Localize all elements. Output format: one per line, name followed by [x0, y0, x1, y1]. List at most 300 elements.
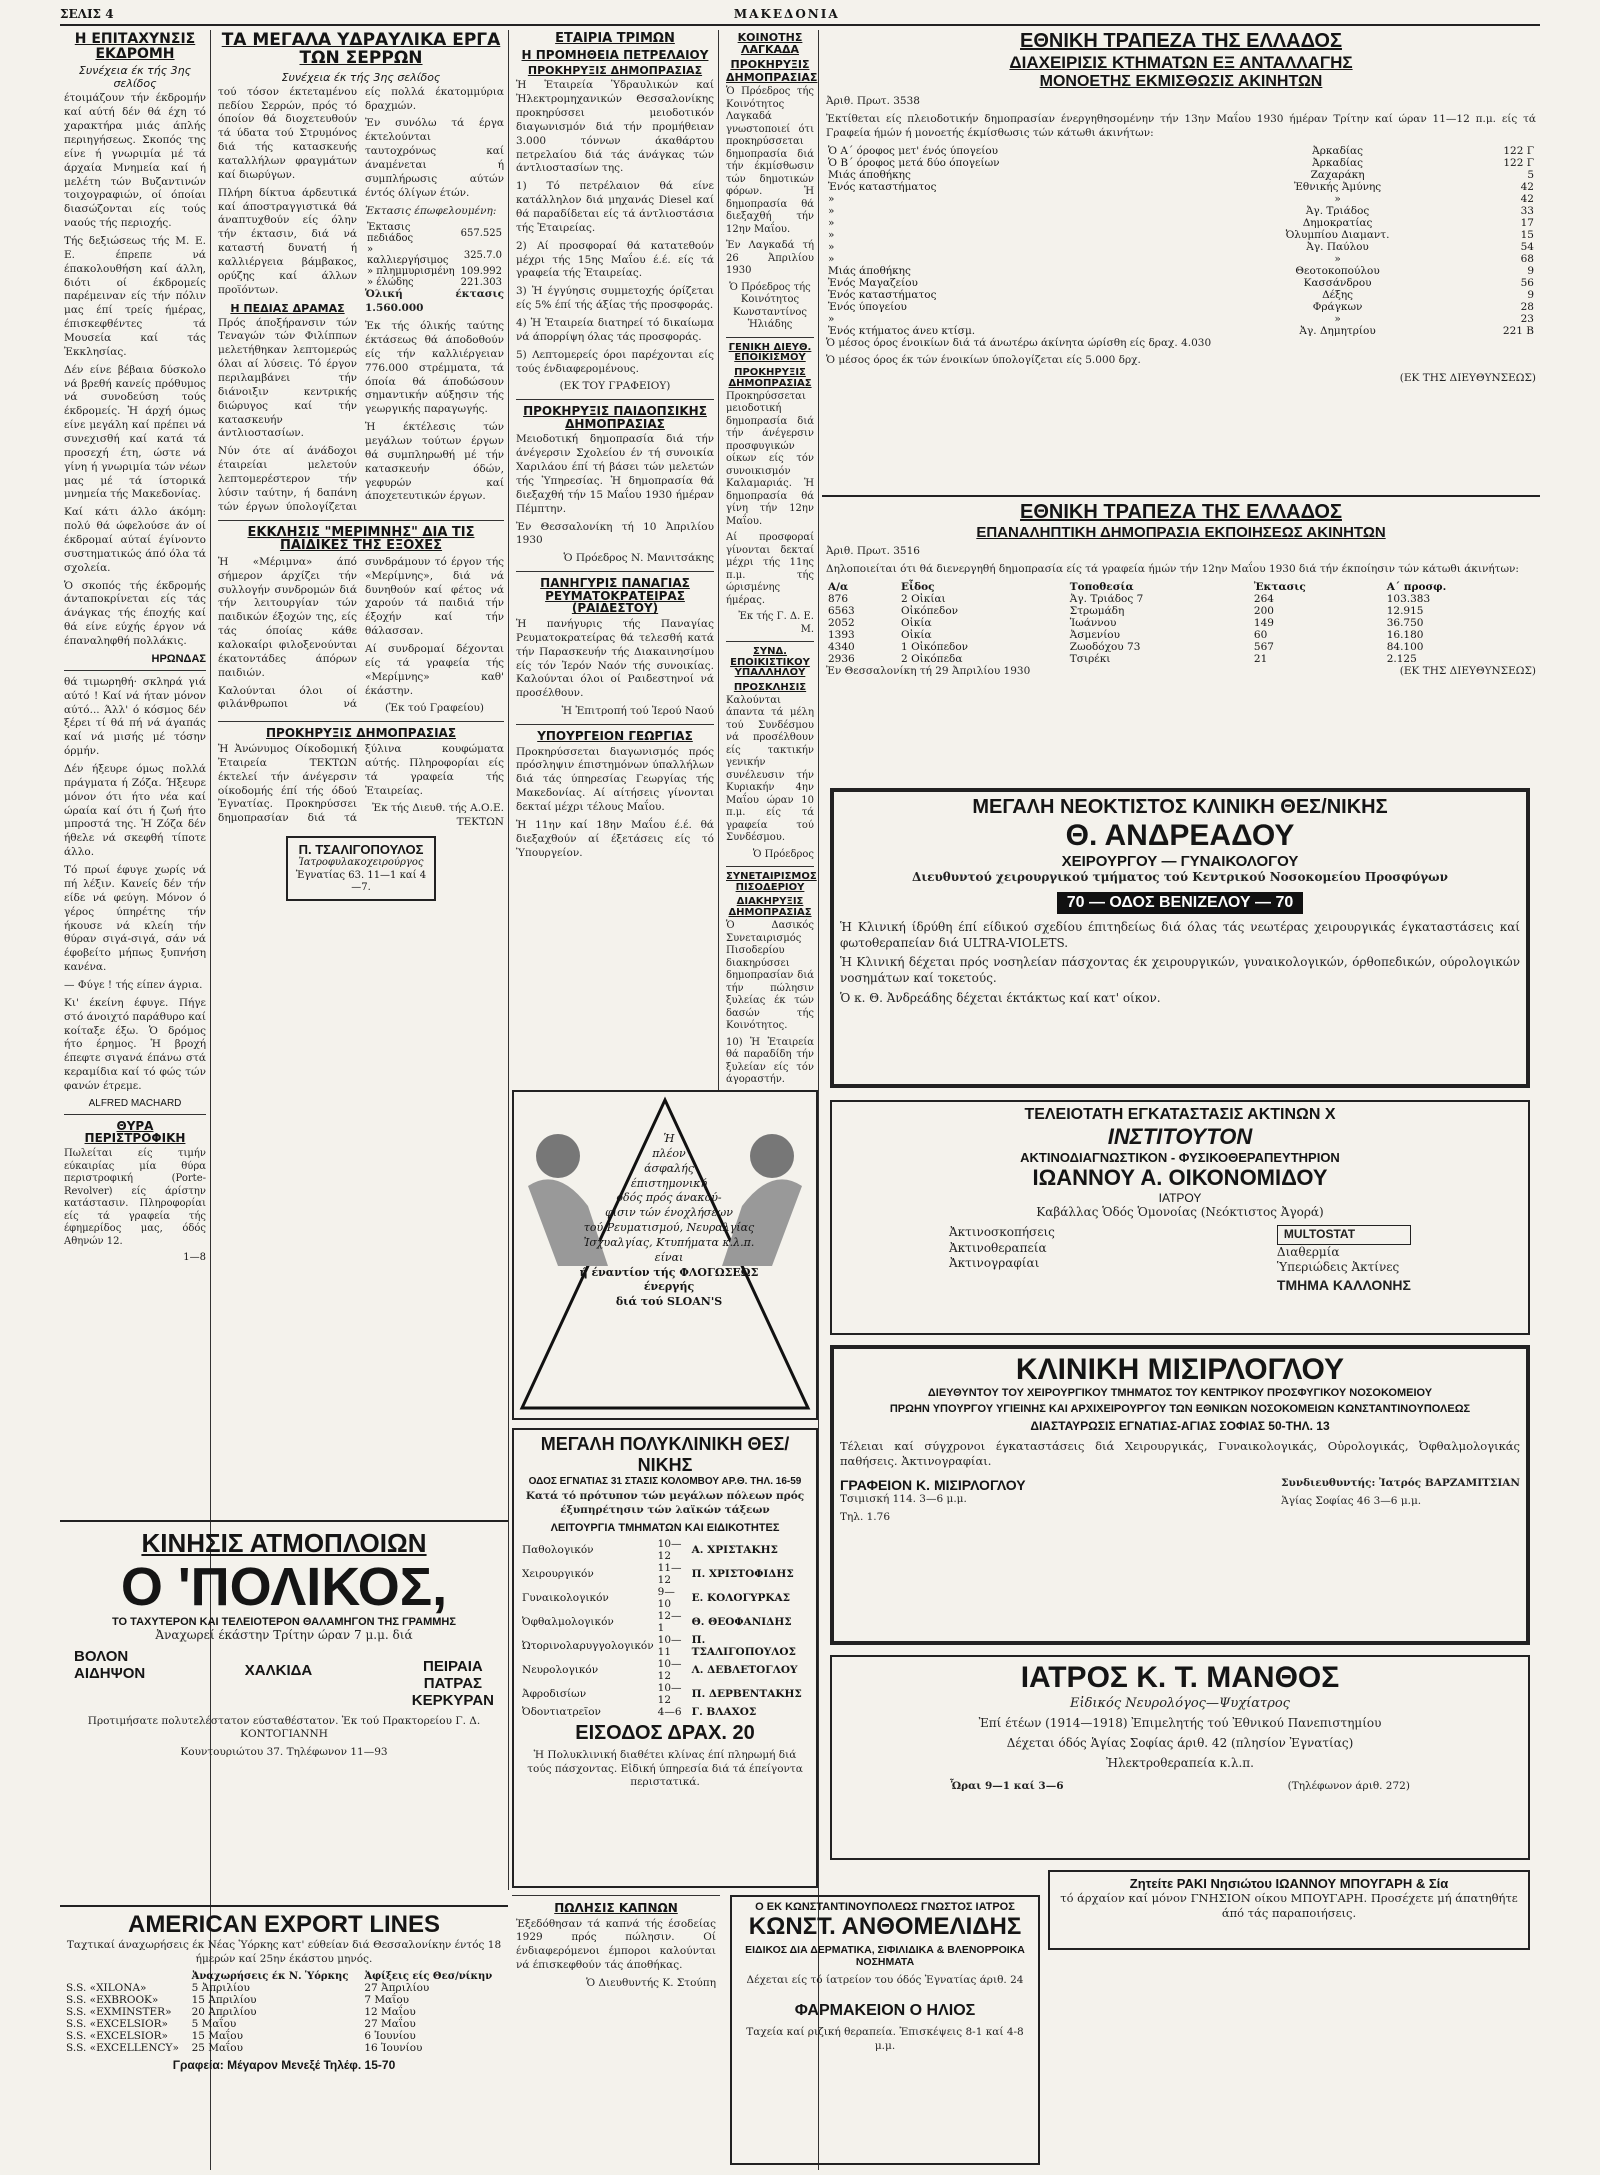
doctor-specialty: Εἰδικός Νευρολόγος—Ψυχίατρος [1070, 1696, 1290, 1711]
table-row [826, 617, 1536, 629]
continuation-note: Συνέχεια έκ τής 3ης σελίδος [78, 64, 192, 91]
row-label: » έλώδης [367, 277, 414, 289]
property-area: 149 [1253, 616, 1274, 629]
property-number: 23 [1520, 312, 1534, 325]
sailing-date: 15 Μαΐου [191, 2029, 243, 2042]
signature: Ὁ Διευθυντής Κ. Στούπη [586, 1977, 716, 1990]
article-title: ΠΩΛΗΣΙΣ ΚΑΠΝΩΝ [554, 1901, 678, 1915]
column-rule [818, 30, 819, 2170]
doctor-name: Π. ΤΣΑΛΙΓΟΠΟΥΛΟΣ [298, 842, 424, 858]
property-location: Ἀσμενίου [1069, 628, 1121, 641]
paragraph: 3) Ἡ έγγύησις συμμετοχής όρίζεται είς 5% έπί τής άξίας τής προσφοράς. [516, 285, 714, 312]
doctor-name: ΙΑΤΡΟΣ Κ. Τ. ΜΑΝΘΟΣ [1020, 1661, 1340, 1694]
department: ΤΜΗΜΑ ΚΑΛΛΟΝΗΣ [1276, 1277, 1411, 1294]
property-type: 2 Οἰκίαι [901, 592, 946, 605]
table-row [64, 2018, 504, 2030]
departure-info: Ἀναχωρεί έκάστην Τρίτην ώραν 7 μ.μ. διά [155, 1627, 413, 1642]
table-row [64, 2006, 504, 2018]
text-line: όδός πρός άνακού- [616, 1191, 722, 1205]
paragraph: 10) Ἡ Ἑταιρεία θά παραδίδη τήν ξυλείαν είς τόν άγοραστήν. [726, 1036, 814, 1085]
doctor-name: Γ. ΒΛΑΧΟΣ [691, 1705, 757, 1718]
property-type: Ἑνός ύπογείου [828, 300, 907, 313]
port: ΑΙΔΗΨΟΝ [74, 1664, 146, 1682]
doctor-name: ΚΩΝΣΤ. ΑΝΘΟΜΕΛΙΔΗΣ [748, 1913, 1022, 1940]
doctor-name: Λ. ΔΕΒΛΕΤΟΓΛΟΥ [691, 1663, 798, 1676]
shipping-ad [60, 1520, 508, 1900]
property-type: Μιάς άποθήκης [828, 168, 911, 181]
property-street: Θεοτοκοπούλου [1295, 264, 1380, 277]
paragraph: Ἡ Ἑταιρεία Ὑδραυλικών καί Ἠλεκτρομηχανικών Θεσσαλονίκης προκηρύσσει μειοδοτικόν διαγωνισμόν διά τήν προμήθειαν 3.000 τόννων άκαθάρτου πετρελαίου διά τάς άνάγκας τών άντλιοστασίων της. [516, 79, 714, 175]
department-name: Παθολογικόν [522, 1543, 594, 1556]
ship-name: S.S. «EXMINSTER» [66, 2005, 172, 2018]
table-row [520, 1706, 810, 1718]
doctor-name: ΙΩΑΝΝΟΥ Α. ΟΙΚΟΝΟΜΙΔΟΥ [1032, 1165, 1328, 1190]
paragraph: Πρός άποξήρανσιν τών Τεναγών τών Φιλίππων μελετήθηκαν λεπτομερώς όλαι αί λύσεις. Τό έργον περιλαμβάνει τήν διάνοιξιν κεντρικής διώρυγος καί τήν κατασκευήν άντλιοστασίων. [218, 316, 357, 440]
paragraph: Καλούνται άπαντα τά μέλη τού Συνδέσμου νά προσέλθουν είς τακτικήν γενικήν συνέλευσιν τήν Κυριακήν 4ην Μαΐου ώραν 10 π.μ. είς τά γραφεία τού Συνδέσμου. [726, 694, 814, 844]
date-line: Ἐν Θεσσαλονίκη τή 29 Ἀπριλίου 1930 [826, 664, 1031, 677]
ad-line: ΠΡΩΗΝ ΥΠΟΥΡΓΟΥ ΥΓΙΕΙΝΗΣ ΚΑΙ ΑΡΧΙΧΕΙΡΟΥΡΓΟΥ ΤΩΝ ΕΘΝΙΚΩΝ ΝΟΣΟΚΟΜΕΙΩΝ ΚΩΝΣΤΑΝΤΙΝΟΥΠΟΛΕΩΣ [889, 1403, 1471, 1415]
opening-bid: 103.383 [1386, 592, 1431, 605]
property-type: Ὁ Β΄ όροφος μετά δύο όπογείων [828, 156, 1000, 169]
row-label: » καλλιεργήσιμος [367, 244, 449, 267]
property-number: 122 Γ [1503, 144, 1534, 157]
sailing-table [64, 1971, 504, 2054]
department-hours: 12—1 [657, 1609, 682, 1634]
table-row [826, 289, 1536, 301]
paragraph: Τής δεξιώσεως τής Μ. Ε. Ε. έπρεπε νά έπακολουθήση καί άλλη, διότι οί έκδρομείς παρέμειναν είς τήν πόλιν μας έπί τρείς ήμέρας, έπισκεφθέντες τά Μουσεία καί τάς Ἐκκλησίας. [64, 234, 206, 358]
lot-number: 6563 [828, 604, 855, 617]
raki-ad [1048, 1870, 1530, 1950]
table-row [64, 1982, 504, 1994]
table-row [826, 169, 1536, 181]
paragraph: Ἡ έκτέλεσις τών μεγάλων τούτων έργων θά συμπληρωθή μέ τήν κατασκευήν όδών, γεφυρών καί άποχετευτικών έργων. [365, 421, 504, 503]
paragraph: Ἠλεκτροθεραπεία κ.λ.π. [1106, 1755, 1254, 1770]
property-type: » [828, 312, 835, 325]
paragraph: Ὁ Πρόεδρος τής Κοινότητος Λαγκαδά γνωστοποιεί ότι προκηρύσσεται δημοπρασία διά τήν έκμίσθωσιν τών δημοτικών φόρων. Ἡ δημοπρασία θά διεξαχθή τήν 12ην Μαΐου. [726, 86, 814, 235]
column-1 [60, 30, 210, 1540]
signature: Ἡ Ἐπιτροπή τού Ἱερού Ναού [561, 705, 714, 718]
table-row [826, 605, 1536, 617]
ad-title: ΘΥΡΑ ΠΕΡΙΣΤΡΟΦΙΚΗ [84, 1118, 186, 1146]
column-2 [214, 30, 508, 1515]
signature: Ὁ Πρόεδρος Ν. Μανιτσάκης [563, 552, 714, 565]
property-type: » [828, 192, 835, 205]
american-export-ad [60, 1905, 508, 2170]
table-row [520, 1538, 810, 1562]
paragraph: Ἡ Κλινική δέχεται πρός νοσηλείαν πάσχοντας έκ χειρουργικών, γυναικολογικών, όρθοπεδικών, ούρολογικών νοσημάτων καί τοκετούς. [840, 955, 1520, 986]
property-street: Ὀλυμπίου Διαμαντ. [1285, 228, 1390, 241]
port: ΧΑΛΚΙΔΑ [244, 1661, 313, 1679]
lot-number: 876 [828, 592, 849, 605]
opening-bid: 84.100 [1386, 640, 1424, 653]
sailing-date: 5 Μαΐου [191, 2017, 237, 2030]
column-rule [718, 30, 719, 1090]
article-title: Η ΕΠΙΤΑΧΥΝΣΙΣ ΕΚΔΡΟΜΗ [74, 31, 196, 62]
sailing-date: 27 Ἀπριλίου [364, 1981, 430, 1994]
sailing-date: 25 Μαΐου [191, 2041, 243, 2054]
row-label: » πλημμυρισμένη [367, 266, 455, 278]
paragraph: Δέν ήξευρε όμως πολλά πράγματα ή Ζόζα. Ήξευρε μόνον ότι ήτο νέα καί ώραία καί ότι ή ζωή ήτο μπροστά της. Ἡ Ζόζα δέν ήθελε νά σκεφθή τίποτε άλλο. [64, 763, 206, 859]
property-street: » [1334, 192, 1341, 205]
paragraph: 1) Τό πετρέλαιον θά είνε κατάλληλον διά μηχανάς Diesel καί θά παραδίδεται είς τά άντλιοστάσια τής Ἑταιρείας. [516, 180, 714, 234]
pharmacy-name: ΦΑΡΜΑΚΕΙΟΝ Ο ΗΛΙΟΣ [794, 2001, 976, 2019]
clinic-address: 70 — ΟΔΟΣ ΒΕΝΙΖΕΛΟΥ — 70 [1057, 892, 1304, 914]
bank-subtitle: ΜΟΝΟΕΤΗΣ ΕΚΜΙΣΘΩΣΙΣ ΑΚΙΝΗΤΩΝ [1039, 73, 1323, 90]
paragraph: Δέν είνε βέβαια δύσκολο νά βρεθή κανείς πρόθυμος νά συνοδεύση τούς έκδρομείς. Ἡ άρχή όμως είνε μεγάλη καί πρέπει νά συνεχισθή καί κατά τά προσεχή έτη, ώστε νά γίνη ή γνωριμία τών νέων μας μέ τά ίστορικά μνημεία τής Μακεδονίας. [64, 363, 206, 501]
property-number: 54 [1520, 240, 1534, 253]
opening-bid: 36.750 [1386, 616, 1424, 629]
section-heading: ΠΡΟΣΚΛΗΣΙΣ [733, 681, 807, 693]
table-row [826, 157, 1536, 169]
column-4 [722, 30, 818, 1085]
date-line: Ἐν Θεσσαλονίκη τή 10 Ἀπριλίου 1930 [516, 520, 714, 547]
sailing-date: 5 Ἀπριλίου [191, 1981, 250, 1994]
table-row [826, 217, 1536, 229]
paragraph: Καί κάτι άλλο άκόμη: πολύ θά ώφελούσε άν οί έκδρομαί αύταί έγίνοντο συστηματικώς άπό όλα τά σχολεία. [64, 506, 206, 574]
lot-number: 4340 [828, 640, 855, 653]
doctor-role: ΙΑΤΡΟΥ [1158, 1191, 1202, 1205]
paragraph: Νύν ότε αί άνάδοχοι έταιρείαι μελετούν λεπτομερέστερον τήν λύσιν ταύτην, ή δαπάνη τών έργων ύπολογίζεται είς πολλά έκατομμύρια δραχμών. [218, 85, 504, 513]
table-row [64, 2030, 504, 2042]
property-street: Δημοκρατίας [1302, 216, 1373, 229]
section-heading: ΠΡΟΚΗΡΥΞΙΣ ΔΗΜΟΠΡΑΣΙΑΣ [726, 58, 818, 85]
property-number: 15 [1520, 228, 1534, 241]
property-type: Ἑνός Μαγαζείου [828, 276, 918, 289]
clinic-note: Ἡ Πολυκλινική διαθέτει κλίνας έπί πληρωμή διά τούς πάσχοντας. Εἰδική ύπηρεσία διά τά έπείγοντα περιστατικά. [527, 1748, 803, 1789]
bank-title: ΕΘΝΙΚΗ ΤΡΑΠΕΖΑ ΤΗΣ ΕΛΛΑΔΟΣ [1020, 30, 1342, 52]
paragraph: Ἐν συνόλω τά έργα έκτελούνται ταυτοχρόνως καί άναμένεται ή συμπλήρωσις αύτών έντός όλίγων έτών. [365, 117, 504, 199]
signature: ALFRED MACHARD [88, 1097, 182, 1109]
table-row [826, 593, 1536, 605]
column-header: Α/α [828, 580, 849, 593]
ship-name: S.S. «EXCELSIOR» [66, 2029, 168, 2042]
property-area: 264 [1253, 592, 1274, 605]
row-value: 221.303 [460, 277, 502, 289]
office-hours: Δέχεται είς τό ίατρείον του όδός Ἐγνατίας άριθ. 24 [746, 1974, 1024, 1986]
paragraph: Κι' έκείνη έφυγε. Πήγε στό άνοιχτό παράθυρο καί κοίταξε έξω. Ὁ δρόμος ήτο έρημος. Ἡ βροχή έπεφτε σιγανά έπάνω στά κεραμίδια καί τό φώς τών φανών έτρεμε. [64, 996, 206, 1092]
property-number: 68 [1520, 252, 1534, 265]
port: ΒΟΛΟΝ [74, 1647, 129, 1665]
property-street: Ζαχαράκη [1310, 168, 1365, 181]
signature: Ὁ Πρόεδρος [752, 848, 814, 860]
table-caption: Ἐκτασις έπωφελουμένη: [365, 204, 497, 217]
property-type: Ἑνός καταστήματος [828, 288, 937, 301]
paragraph: 4) Ἡ Ἑταιρεία διατηρεί τό δικαίωμα νά άπορρίψη όλας τάς προσφοράς. [516, 316, 714, 343]
table-row [520, 1634, 810, 1658]
column-header [64, 1971, 190, 1982]
property-type: Ἑνός καταστήματος [828, 180, 937, 193]
doctor-specialty: ΕΙΔΙΚΟΣ ΔΙΑ ΔΕΡΜΑΤΙΚΑ, ΣΙΦΙΛΙΔΙΚΑ & ΒΛΕΝΟΡΡΟΙΚΑ ΝΟΣΗΜΑΤΑ [745, 1944, 1025, 1968]
doctor-name: Θ. ΘΕΟΦΑΝΙΔΗΣ [691, 1615, 792, 1628]
ship-tagline: ΤΟ ΤΑΧΥΤΕΡΟΝ ΚΑΙ ΤΕΛΕΙΟΤΕΡΟΝ ΘΑΛΑΜΗΓΟΝ ΤΗΣ ΓΡΑΜΜΗΣ [112, 1615, 456, 1628]
continuation-note: Συνέχεια έκ τής 3ης σελίδος [281, 70, 441, 84]
property-type: » [828, 252, 835, 265]
area-table [365, 222, 504, 288]
department-hours: 4—6 [657, 1705, 682, 1718]
article-title: Η ΠΡΟΜΗΘΕΙΑ ΠΕΤΡΕΛΑΙΟΥ [521, 47, 709, 62]
doctor-name: Π. ΤΣΑΛΙΓΟΠΟΥΛΟΣ [691, 1633, 796, 1658]
paragraph: Προκηρύσσεται μειοδοτική δημοπρασία διά τήν άνέγερσιν προσφυγικών οίκων είς τόν συνοικισμόν Καλαμαριάς. Ἡ δημοπρασία θά γίνη τήν 12ην Μαΐου. [726, 390, 814, 527]
ad-number: 1—8 [183, 1252, 206, 1263]
property-number: 9 [1527, 264, 1534, 277]
text-line: άσφαλής [644, 1161, 694, 1175]
doctor-title: Ἰατροφυλακοχειρούργος [298, 857, 424, 869]
table-row [826, 241, 1536, 253]
article-title: ΚΟΙΝΟΤΗΣ ΛΑΓΚΑΔΑ [737, 31, 803, 56]
service: Ἀκτινογραφίαι [949, 1256, 1040, 1271]
property-street: » [1334, 252, 1341, 265]
row-label: Ἐκτασις πεδιάδος [367, 222, 414, 245]
table-row [826, 301, 1536, 313]
section-heading: ΔΙΑΚΗΡΥΞΙΣ ΔΗΜΟΠΡΑΣΙΑΣ [728, 896, 812, 919]
paragraph: τού τόσον έκτεταμένου πεδίου Σερρών, πρός τό όποίον θά διοχετευθούν τά ύδατα τού Στρυμόνος διά τής κατασκευής καταλλήλων φραγμάτων καί διωρύγων. [218, 85, 357, 181]
department-hours: 10—12 [657, 1657, 682, 1682]
signature: ΗΡΩΝΔΑΣ [151, 652, 206, 665]
ad-line: Ζητείτε ΡΑΚΙ Νησιώτου ΙΩΑΝΝΟΥ ΜΠΟΥΓΑΡΗ & Σία [1129, 1876, 1449, 1891]
department-name: Ὠτορινολαρυγγολογικόν [522, 1639, 654, 1652]
section-heading: Η ΠΕΔΙΑΣ ΔΡΑΜΑΣ [230, 301, 345, 315]
department-hours: 11—12 [657, 1561, 682, 1586]
column-header: Ἀναχωρήσεις έκ Ν. Ὑόρκης [191, 1970, 349, 1982]
department-name: Ἀφροδισίων [522, 1687, 587, 1700]
department-name: Ὀφθαλμολογικόν [522, 1615, 614, 1628]
property-location: Στρωμάδη [1069, 604, 1125, 617]
property-area: 567 [1253, 640, 1274, 653]
column-header: Εἶδος [901, 580, 935, 593]
text-line: ή έναντίον τής ΦΛΟΓΩΣΕΩΣ ένεργής [579, 1265, 759, 1294]
bank-subtitle: ΕΠΑΝΑΛΗΠΤΙΚΗ ΔΗΜΟΠΡΑΣΙΑ ΕΚΠΟΙΗΣΕΩΣ ΑΚΙΝΗΤΩΝ [976, 524, 1386, 541]
table-row [365, 222, 504, 244]
sloans-ad [512, 1090, 818, 1420]
bank-title: ΕΘΝΙΚΗ ΤΡΑΠΕΖΑ ΤΗΣ ΕΛΛΑΔΟΣ [1020, 501, 1342, 523]
andreadou-clinic-ad [830, 788, 1530, 1088]
property-street: Ἀγ. Παύλου [1306, 240, 1369, 253]
institute-type: ΑΚΤΙΝΟΔΙΑΓΝΩΣΤΙΚΟΝ - ΦΥΣΙΚΟΘΕΡΑΠΕΥΤΗΡΙΟΝ [1020, 1150, 1340, 1165]
article-title: ΠΑΝΗΓΥΡΙΣ ΠΑΝΑΓΙΑΣ ΡΕΥΜΑΤΟΚΡΑΤΕΙΡΑΣ (ΡΑΙΔΕΣΤΟΥ) [540, 576, 690, 616]
table-row [826, 277, 1536, 289]
property-number: 9 [1527, 288, 1534, 301]
institute-title: ΙΝΣΤΙΤΟΥΤΟΝ [1107, 1124, 1253, 1149]
ship-name: S.S. «EXBROOK» [66, 1993, 159, 2006]
column-header: Ἀφίξεις είς Θεσ/νίκην [364, 1970, 493, 1982]
line-title: AMERICAN EXPORT LINES [127, 1911, 441, 1938]
masthead [60, 4, 1540, 26]
ad-line: ΤΕΛΕΙΟΤΑΤΗ ΕΓΚΑΤΑΣΤΑΣΙΣ ΑΚΤΙΝΩΝ Χ [1024, 1106, 1336, 1123]
doctor-name: Π. ΧΡΙΣΤΟΦΙΔΗΣ [691, 1567, 794, 1580]
property-street: Ἀγ. Τριάδος [1305, 204, 1370, 217]
table-row [365, 266, 504, 277]
institute-address: Καβάλλας Ὁδός Ὁμονοίας (Νεόκτιστος Ἀγορά) [1036, 1205, 1324, 1219]
text-line: Ἡ [663, 1132, 675, 1145]
bank-notice-2 [822, 495, 1540, 780]
property-type: Οἰκία [901, 628, 932, 641]
signature: (ΕΚ ΤΗΣ ΔΙΕΥΘΥΝΣΕΩΣ) [1399, 664, 1536, 677]
service: Διαθερμία [1276, 1244, 1340, 1259]
table-row [826, 641, 1536, 653]
clinic-title: ΜΕΓΑΛΗ ΝΕΟΚΤΙΣΤΟΣ ΚΛΙΝΙΚΗ ΘΕΣ/ΝΙΚΗΣ [972, 796, 1388, 818]
paragraph: Τό πρωί έφυγε χωρίς νά πή λέξιν. Κανείς δέν τήν είδε νά φεύγη. Μόνον ό γέρος ύπηρέτης τήν ήκουσε νά κλείη τήν θύραν σιγά-σιγά, σάν νά έφοβείτο μήπως ξυπνήση κανένα. [64, 864, 206, 974]
text-line: διά τού SLOAN'S [615, 1295, 723, 1309]
auction-table [826, 581, 1536, 665]
article-title: ΕΤΑΙΡΙΑ ΤΡΙΜΩΝ [555, 31, 675, 46]
office-phone: Τηλ. 1.76 [840, 1511, 891, 1524]
sailing-date: 16 Ἰουνίου [364, 2041, 423, 2054]
text-line: τού Ρευματισμού, Νευραλγίας [583, 1221, 755, 1235]
lot-number: 1393 [828, 628, 855, 641]
doctor-name: Π. ΔΕΡΒΕΝΤΑΚΗΣ [691, 1687, 802, 1700]
article-title: ΥΠΟΥΡΓΕΙΟΝ ΓΕΩΡΓΙΑΣ [537, 729, 693, 743]
table-row [826, 205, 1536, 217]
opening-bid: 12.915 [1386, 604, 1424, 617]
department-hours: 10—12 [657, 1681, 682, 1706]
column-header: Τοποθεσία [1069, 580, 1134, 593]
notice-intro: Δηλοποιείται ότι θά διενεργηθή δημοπρασία είς τά γραφεία ήμών τήν 12ην Μαΐου 1930 διά τήν έκποίησιν τών κάτωθι άκινήτων: [826, 562, 1519, 575]
department-table [520, 1538, 810, 1718]
text-line: Ἰσχυαλγίας, Κτυπήματα κ.λ.π. είναι [583, 1235, 755, 1264]
sailing-date: 7 Μαΐου [364, 1993, 410, 2006]
agent-address: Κουντουριώτου 37. Τηλέφωνον 11—93 [180, 1746, 388, 1759]
clinic-title: ΜΕΓΑΛΗ ΠΟΛΥΚΛΙΝΙΚΗ ΘΕΣ/ΝΙΚΗΣ [540, 1434, 790, 1475]
co-director: Συνδιευθυντής: Ἰατρός ΒΑΡΖΑΜΙΤΣΙΑΝ [1281, 1477, 1520, 1490]
newspaper-name: ΜΑΚΕΔΟΝΙΑ [733, 7, 840, 21]
lot-number: 2052 [828, 616, 855, 629]
table-row [64, 2042, 504, 2054]
paragraph: Ὁ σκοπός τής έκδρομής άνταποκρίνεται είς τάς άνάγκας τής έποχής καί θά είνε εύχής έργον νά έπαναληφθή πολλάκις. [64, 579, 206, 648]
property-number: 33 [1520, 204, 1534, 217]
signature: (Ἐκ τού Γραφείου) [384, 702, 485, 715]
row-value: 325.7.0 [463, 249, 502, 261]
office-title: ΓΡΑΦΕΙΟΝ Κ. ΜΙΣΙΡΛΟΓΛΟΥ [840, 1477, 1026, 1494]
port-list [64, 1648, 504, 1709]
doctor-ad [286, 836, 436, 901]
property-type: » [828, 240, 835, 253]
column-header: Α΄ προσφ. [1386, 580, 1447, 593]
signature: Ἐκ τής Διευθ. τής Α.Ο.Ε. ΤΕΚΤΩΝ [372, 802, 504, 829]
table-row [520, 1658, 810, 1682]
property-street: Ἀγ. Δημητρίου [1299, 324, 1376, 337]
table-row [826, 313, 1536, 325]
paragraph: Πλήρη δίκτυα άρδευτικά καί άποστραγγιστικά θά άναπτυχθούν είς όλην τήν έκτασιν, διά νά καταστή δυνατή ή καλλιέργεια βάμβακος, ορύζης καί άλλων προϊόντων. [218, 186, 357, 296]
property-type: » [828, 216, 835, 229]
office-hours: Ὧραι 9—1 καί 3—6 [950, 1779, 1064, 1792]
clinic-tagline: Κατά τό πρότυπον τών μεγάλων πόλεων πρός έξυπηρέτησιν τών λαϊκών τάξεων [525, 1490, 805, 1516]
shipping-title: ΚΙΝΗΣΙΣ ΑΤΜΟΠΛΟΙΩΝ [141, 1528, 427, 1558]
department-hours: 10—11 [657, 1633, 682, 1658]
property-type: » [828, 228, 835, 241]
port: ΠΕΙΡΑΙΑ [423, 1657, 483, 1675]
table-row [520, 1586, 810, 1610]
property-area: 200 [1253, 604, 1274, 617]
article-title: ΓΕΝΙΚΗ ΔΙΕΥΘ. ΕΠΟΙΚΙΣΜΟΥ [728, 341, 812, 364]
table-row [365, 244, 504, 266]
row-value: 657.525 [460, 227, 502, 239]
property-street: Κασσάνδρου [1303, 276, 1372, 289]
table-row [64, 1994, 504, 2006]
notice-intro: Ἐκτίθεται είς πλειοδοτικήν δημοπρασίαν ένεργηθησομένην τήν 13ην Μαΐου 1930 ήμέραν Τρίτην καί ώραν 11—12 π.μ. είς τά Γραφεία ήμών ή μονοετής έκμίσθωσις τών κάτωθι άκινήτων: [826, 112, 1536, 139]
port: ΚΕΡΚΥΡΑΝ [411, 1691, 494, 1709]
paragraph: Αί συνδρομαί δέχονται είς τά γραφεία τής «Μερίμνης» καθ' έκάστην. [365, 643, 504, 697]
property-table [826, 145, 1536, 337]
service: Ἀκτινοθεραπεία [949, 1240, 1047, 1255]
service: Ἀκτινοσκοπήσεις [949, 1224, 1055, 1239]
co-director-address: Ἁγίας Σοφίας 46 3—6 μ.μ. [1281, 1495, 1422, 1508]
text-line: έπιστημονική [630, 1176, 708, 1190]
bank-subtitle: ΔΙΑΧΕΙΡΙΣΙΣ ΚΤΗΜΑΤΩΝ ΕΞ ΑΝΤΑΛΛΑΓΗΣ [1009, 53, 1353, 72]
reference-number: Ἀριθ. Πρωτ. 3538 [826, 95, 920, 107]
column-3 [512, 30, 718, 1085]
signature: (ΕΚ ΤΗΣ ΔΙΕΥΘΥΝΣΕΩΣ) [1399, 372, 1536, 385]
ship-name: Ο 'ΠΟΛΙΚΟΣ, [120, 1557, 448, 1617]
paragraph: Αί προσφοραί γίνονται δεκταί μέχρι τής 11ης π.μ. τής ώρισμένης ήμέρας. [726, 532, 814, 606]
row-value: 109.992 [460, 266, 502, 278]
article-title: ΣΥΝΔ. ΕΠΟΙΚΙΣΤΙΚΟΥ ΥΠΑΛΛΗΛΟΥ [730, 646, 810, 679]
paragraph: Ἡ Ἀνώνυμος Οίκοδομική Ἐταιρεία ΤΕΚΤΩΝ έκτελεί τήν άνέγερσιν οίκοδομής έπί τής όδού Ἐγνατίας. Προκηρύσσει δημοπρασίαν διά τά ξύλινα κουφώματα αύτής. Πληροφορίαι είς τά γραφεία τής Ἐταιρείας. [218, 742, 504, 825]
doctor-position: Διευθυντού χειρουργικού τμήματος τού Κεντρικού Νοσοκομείου Προσφύγων [912, 870, 1448, 884]
service: Ὑπεριώδεις Ἀκτίνες [1276, 1260, 1400, 1275]
ship-name: S.S. «EXCELLENCY» [66, 2041, 179, 2054]
manthos-ad [830, 1655, 1530, 1860]
paragraph: — Φύγε ! τής είπεν άγρια. [64, 978, 203, 991]
paragraph: Δέχεται όδός Ἁγίας Σοφίας άριθ. 42 (πλησίον Ἐγνατίας) [1006, 1735, 1354, 1750]
property-number: 221 Β [1502, 324, 1534, 337]
property-type: Μιάς άποθήκης [828, 264, 911, 277]
polyclinic-ad [512, 1428, 818, 1888]
office-info: Γραφεία: Μέγαρον Μενεξέ Τηλέφ. 15-70 [172, 2057, 396, 2072]
agent-info: Προτιμήσατε πολυτελέστατον εύσταθέστατον. Ἐκ τού Πρακτορείου Γ. Δ. ΚΟΝΤΟΓΙΑΝΝΗ [87, 1714, 481, 1741]
lot-number: 2936 [828, 652, 855, 665]
property-number: 28 [1520, 300, 1534, 313]
text-line: φισιν τών ένοχλήσεων [605, 1206, 733, 1220]
paragraph: 2) Αί προσφοραί θά κατατεθούν μέχρι τής 15ης Μαΐου έ.έ. είς τά γραφεία τής Ἑταιρείας. [516, 239, 714, 280]
sailing-date: 20 Ἀπριλίου [191, 2005, 257, 2018]
ad-line: τό άρχαίον καί μόνον ΓΝΗΣΙΟΝ οίκου ΜΠΟΥΓΑΡΗ. Προσέχετε μή άπατηθήτε άπό τάς παραποιήσεις. [1060, 1891, 1518, 1921]
sailing-date: 27 Μαΐου [364, 2017, 416, 2030]
department-hours: 9—10 [657, 1585, 675, 1610]
department-name: Γυναικολογικόν [522, 1591, 609, 1604]
service: MULTOSTAT [1277, 1225, 1411, 1245]
ship-name: S.S. «XILONA» [66, 1981, 147, 1994]
column-header: Ἐκτασις [1253, 580, 1306, 593]
port: ΠΑΤΡΑΣ [423, 1674, 483, 1692]
clinic-name: ΚΛΙΝΙΚΗ ΜΙΣΙΡΛΟΓΛΟΥ [1015, 1353, 1345, 1386]
signature: (ΕΚ ΤΟΥ ΓΡΑΦΕΙΟΥ) [559, 380, 671, 393]
ad-footer: Ταχεία καί ριζική θεραπεία. Ἐπισκέψεις 8-1 καί 4-8 μ.μ. [746, 2025, 1024, 2052]
table-row [826, 265, 1536, 277]
opening-bid: 16.180 [1386, 628, 1424, 641]
ship-name: S.S. «EXCELSIOR» [66, 2017, 168, 2030]
property-type: Ἑνός κτήματος άνευ κτίσμ. [828, 324, 976, 337]
paragraph: Ἡ «Μέριμνα» άπό σήμερον άρχίζει τήν συλλογήν συνδρομών διά τήν λειτουργίαν τών παιδικών έξοχών της, είς τάς όποίας κάθε καλοκαίρι φιλοξενούνται έκατοντάδες άπόρων παιδιών. [218, 555, 357, 679]
ad-line: ΔΙΕΥΘΥΝΤΟΥ ΤΟΥ ΧΕΙΡΟΥΡΓΙΚΟΥ ΤΜΗΜΑΤΟΣ ΤΟΥ ΚΕΝΤΡΙΚΟΥ ΠΡΟΣΦΥΓΙΚΟΥ ΝΟΣΟΚΟΜΕΙΟΥ [927, 1387, 1433, 1399]
paragraph: Ὁ Δασικός Συνεταιρισμός Πισοδερίου διακηρύσσει δημοπρασίαν διά τήν πώλησιν ξυλείας έκ τών δασών τής Κοινότητος. [726, 920, 814, 1032]
doctor-address: Ἐγνατίας 63. 11—1 καί 4—7. [295, 869, 427, 894]
property-street: Ἀρκαδίας [1312, 156, 1363, 169]
total-row: Ὁλική έκτασις 1.560.000 [365, 288, 504, 315]
paragraph: θά τιμωρηθή· σκληρά γιά αύτό ! Καί νά ήταν μόνον αύτό... Άλλ' ό κόσμος δέν ξέρει τί θά πή νά άγαπάς καί νά μισής μέ τόσην όρμήν. [64, 675, 206, 758]
table-row [365, 277, 504, 288]
paragraph: Ἡ Κλινική ίδρύθη έπί είδικού σχεδίου έπιτηδείως διά όλας τάς νεωτέρας χειρουργικάς έγκαταστάσεις καί φωτοθεραπείαν διά ULTRA-VIOLETS. [840, 919, 1520, 950]
property-type: Οἰκία [901, 616, 932, 629]
bank-notice-1 [822, 30, 1540, 490]
table-row [826, 229, 1536, 241]
department-hours: 10—12 [657, 1537, 682, 1562]
property-street: » [1334, 312, 1341, 325]
article-title: ΠΡΟΚΗΡΥΞΙΣ ΔΗΜΟΠΡΑΣΙΑΣ [265, 726, 457, 741]
line-text: Ταχτικαί άναχωρήσεις έκ Νέας Ὑόρκης κατ' εύθείαν διά Θεσσαλονίκην έντός 18 ήμερών καί 25ην έκάστου μηνός. [66, 1939, 502, 1965]
entry-fee: ΕΙΣΟΔΟΣ ΔΡΑΧ. 20 [575, 1721, 755, 1744]
table-row [826, 629, 1536, 641]
paragraph: Ἡ 11ην καί 18ην Μαΐου έ.έ. θά διεξαχθούν αί έξετάσεις είς τό Ὑπουργείον. [516, 818, 714, 859]
